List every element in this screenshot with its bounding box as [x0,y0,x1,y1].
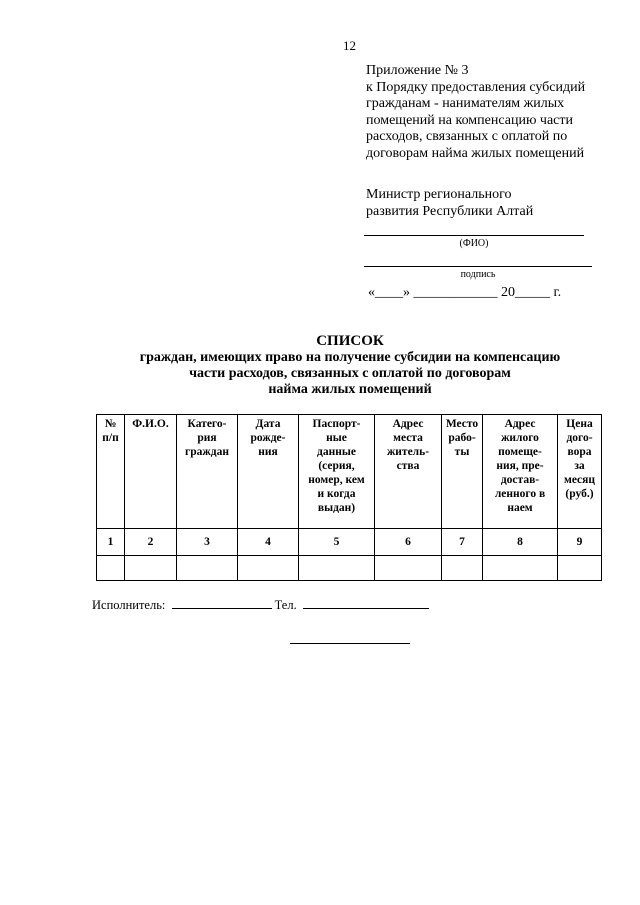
table-number-row [97,529,602,556]
number-cell: 3 [177,529,238,556]
header-cell: Цена дого- вора за месяц (руб.) [558,415,602,529]
header-cell: Катего- рия граждан [177,415,238,529]
number-cell: 8 [483,529,558,556]
executor-blank [172,596,272,609]
executor-label: Исполнитель: [92,598,166,612]
approval-minister [366,186,533,220]
document-title [90,333,610,398]
appendix-line: расходов, связанных с оплатой по [366,129,568,144]
executor-line [92,596,429,613]
header-cell: Адрес жилого помеще- ния, пре- достав- ленного в наем [483,415,558,529]
number-cell: 9 [558,529,602,556]
title-line: найма жилых помещений [268,382,432,397]
table-empty-row [97,556,602,581]
title-main: СПИСОК [316,333,384,349]
number-cell: 2 [125,529,177,556]
header-cell: № п/п [97,415,125,529]
number-cell: 6 [375,529,442,556]
signature-caption: подпись [460,269,496,280]
signature-line [364,266,592,267]
appendix-line: к Порядку предоставления субсидий [366,79,586,95]
phone-label: Тел. [274,598,297,612]
header-cell: Ф.И.О. [125,415,177,529]
empty-cell [375,556,442,581]
header-cell: Адрес места житель- ства [375,415,442,529]
header-cell: Дата рожде- ния [238,415,299,529]
number-cell: 7 [442,529,483,556]
table-header-row [97,415,602,529]
fio-caption: (ФИО) [459,238,489,249]
empty-cell [238,556,299,581]
page-number: 12 [343,38,356,53]
header-cell: Паспорт- ные данные (серия, номер, кем и когда выдан) [299,415,375,529]
empty-cell [97,556,125,581]
citizens-table [96,414,602,581]
empty-cell [125,556,177,581]
approval-date: «____» ____________ 20_____ г. [368,285,562,300]
fio-line [364,235,584,236]
empty-cell [558,556,602,581]
minister-line: развития Республики Алтай [366,204,534,219]
empty-cell [299,556,375,581]
appendix-block [366,63,616,162]
phone-blank [303,596,429,609]
number-cell: 4 [238,529,299,556]
minister-line: Министр регионального [366,187,512,202]
empty-cell [442,556,483,581]
number-cell: 5 [299,529,375,556]
header-cell: Место рабо- ты [442,415,483,529]
closing-line [290,643,410,644]
title-line: граждан, имеющих право на получение субсидии на компенсацию [139,350,561,365]
empty-cell [483,556,558,581]
appendix-line: помещений на компенсацию части [366,112,573,128]
title-line: части расходов, связанных с оплатой по договорам [189,366,511,381]
appendix-line: Приложение № 3 [366,63,469,78]
appendix-line: договорам найма жилых помещений [366,145,585,161]
appendix-line: гражданам - нанимателям жилых [366,96,565,111]
empty-cell [177,556,238,581]
number-cell: 1 [97,529,125,556]
